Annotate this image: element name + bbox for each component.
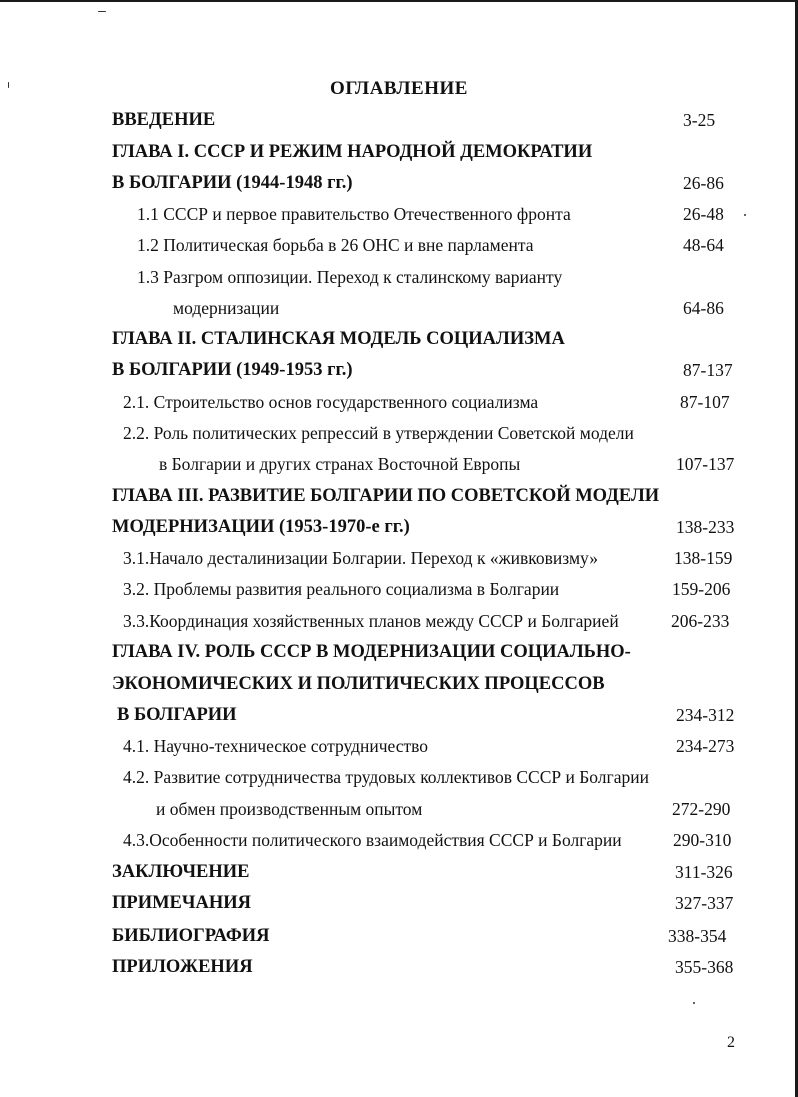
toc-pages-section-3-2: 159-206 xyxy=(672,579,731,599)
toc-entry-chapter-3: ГЛАВА III. РАЗВИТИЕ БОЛГАРИИ ПО СОВЕТСКОЙ МОДЕЛИ xyxy=(112,486,660,506)
toc-entry-appendices: ПРИЛОЖЕНИЯ xyxy=(112,957,253,977)
toc-pages-introduction: 3-25 xyxy=(683,110,716,130)
scan-mark xyxy=(8,82,9,88)
toc-entry-section-4-2-cont: и обмен производственным опытом xyxy=(156,799,423,819)
toc-entry-chapter-2-cont: В БОЛГАРИИ (1949-1953 гг.) xyxy=(112,360,353,380)
toc-entry-section-2-2-cont: в Болгарии и других странах Восточной Европы xyxy=(159,454,521,474)
toc-entry-section-1-1: 1.1 СССР и первое правительство Отечественного фронта xyxy=(137,204,571,224)
toc-pages-section-1-3: 64-86 xyxy=(683,298,724,318)
toc-entry-section-4-3: 4.3.Особенности политического взаимодействия СССР и Болгарии xyxy=(123,830,622,850)
toc-entry-chapter-4: ГЛАВА IV. РОЛЬ СССР В МОДЕРНИЗАЦИИ СОЦИАЛЬНО- xyxy=(112,642,631,662)
toc-pages-section-1-1: 26-48 xyxy=(683,204,724,224)
scan-mark xyxy=(98,11,106,12)
table-of-contents xyxy=(0,2,798,1002)
toc-pages-section-2-2: 107-137 xyxy=(676,454,735,474)
scan-mark xyxy=(744,214,746,216)
toc-entry-section-1-3: 1.3 Разгром оппозиции. Переход к сталинскому варианту xyxy=(137,267,563,287)
toc-pages-conclusion: 311-326 xyxy=(675,862,733,882)
toc-pages-chapter-4: 234-312 xyxy=(676,705,735,725)
toc-entry-chapter-3-cont: МОДЕРНИЗАЦИИ (1953-1970-е гг.) xyxy=(112,517,410,537)
page-title: ОГЛАВЛЕНИЕ xyxy=(330,78,468,99)
toc-pages-notes: 327-337 xyxy=(675,893,734,913)
toc-entry-section-3-3: 3.3.Координация хозяйственных планов между СССР и Болгарией xyxy=(123,611,619,631)
toc-entry-chapter-1-cont: В БОЛГАРИИ (1944-1948 гг.) xyxy=(112,173,353,193)
toc-pages-section-1-2: 48-64 xyxy=(683,235,724,255)
toc-pages-chapter-3: 138-233 xyxy=(676,517,735,537)
toc-entry-introduction: ВВЕДЕНИЕ xyxy=(112,110,216,130)
toc-pages-section-3-1: 138-159 xyxy=(674,548,733,568)
toc-entry-section-1-3-cont: модернизации xyxy=(173,298,280,318)
page-number: 2 xyxy=(727,1034,735,1051)
toc-entry-conclusion: ЗАКЛЮЧЕНИЕ xyxy=(112,862,250,882)
toc-entry-chapter-4-cont: ЭКОНОМИЧЕСКИХ И ПОЛИТИЧЕСКИХ ПРОЦЕССОВ xyxy=(112,674,605,694)
toc-pages-chapter-1: 26-86 xyxy=(683,173,724,193)
toc-entry-section-3-2: 3.2. Проблемы развития реального социализма в Болгарии xyxy=(123,579,560,599)
toc-entry-section-3-1: 3.1.Начало десталинизации Болгарии. Переход к «живковизму» xyxy=(123,548,598,568)
toc-pages-bibliography: 338-354 xyxy=(668,926,727,946)
toc-entry-section-1-2: 1.2 Политическая борьба в 26 ОНС и вне парламента xyxy=(137,235,534,255)
toc-entry-section-4-2: 4.2. Развитие сотрудничества трудовых коллективов СССР и Болгарии xyxy=(123,767,649,787)
toc-entry-section-4-1: 4.1. Научно-техническое сотрудничество xyxy=(123,736,429,756)
toc-pages-section-4-1: 234-273 xyxy=(676,736,735,756)
scan-mark xyxy=(693,1002,695,1004)
toc-pages-section-4-2: 272-290 xyxy=(672,799,731,819)
toc-pages-appendices: 355-368 xyxy=(675,957,734,977)
toc-pages-section-2-1: 87-107 xyxy=(680,392,730,412)
toc-entry-chapter-4-cont2: В БОЛГАРИИ xyxy=(117,705,237,725)
toc-entry-bibliography: БИБЛИОГРАФИЯ xyxy=(112,926,270,946)
toc-pages-chapter-2: 87-137 xyxy=(683,360,733,380)
toc-entry-chapter-1: ГЛАВА I. СССР И РЕЖИМ НАРОДНОЙ ДЕМОКРАТИИ xyxy=(112,142,593,162)
toc-entry-chapter-2: ГЛАВА II. СТАЛИНСКАЯ МОДЕЛЬ СОЦИАЛИЗМА xyxy=(112,329,565,349)
toc-pages-section-3-3: 206-233 xyxy=(671,611,730,631)
toc-entry-section-2-2: 2.2. Роль политических репрессий в утверждении Советской модели xyxy=(123,423,634,443)
toc-entry-section-2-1: 2.1. Строительство основ государственного социализма xyxy=(123,392,539,412)
toc-entry-notes: ПРИМЕЧАНИЯ xyxy=(112,893,251,913)
toc-pages-section-4-3: 290-310 xyxy=(673,830,732,850)
